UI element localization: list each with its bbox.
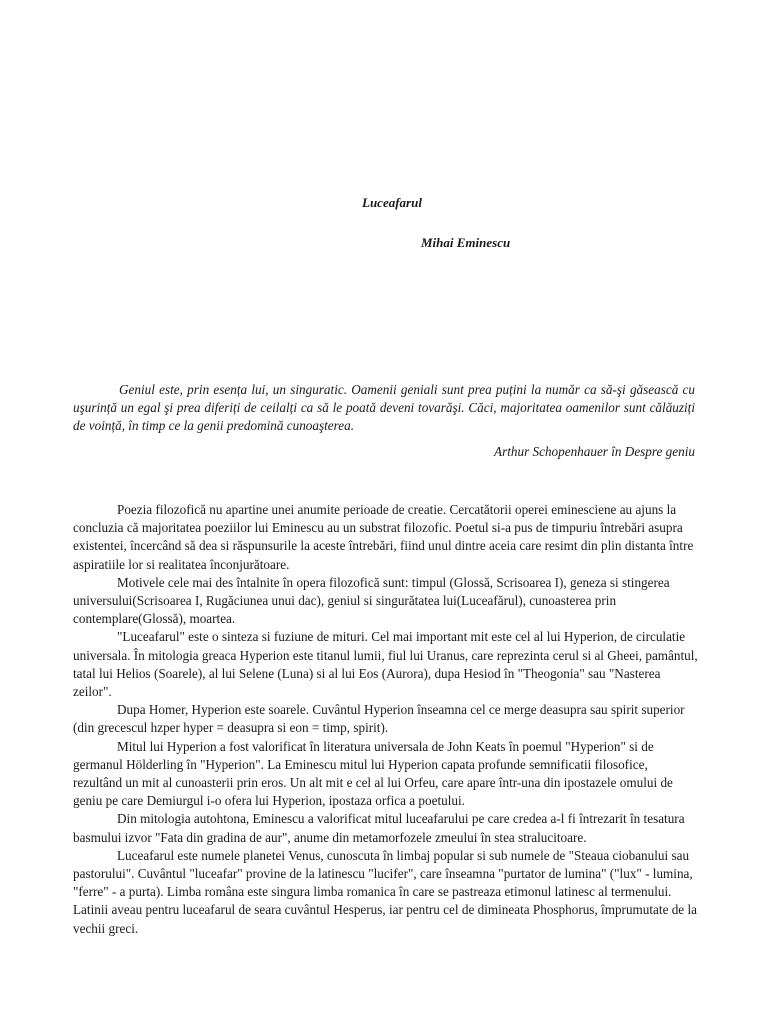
document-title: Luceafarul bbox=[362, 195, 422, 210]
epigraph-attribution: Arthur Schopenhauer în Despre geniu bbox=[494, 444, 695, 459]
epigraph-text: Geniul este, prin esența lui, un singuratic. Oamenii geniali sunt prea puțini la număr ca să-şi găsească cu uşurință un egal şi prea diferiți de ceilalți ca să le poată deveni tovarăşi. Căci, majoritatea oamenilor sunt călăuziți de voință, în timp ce la genii predomină cunoaşterea. bbox=[73, 382, 695, 433]
paragraph: "Luceafarul" este o sinteza si fuziune de mituri. Cel mai important mit este cel al lui Hyperion, de circulatie universala. În mitologia greaca Hyperion este titanul lumii, fiul lui Uranus, care reprezinta cerul si al Gheei, pamântul, tatal lui Helios (Soarele), al lui Selene (Luna) si al lui Eos (Aurora), dupa Hesiod în "Theogonia" sau "Nasterea zeilor". bbox=[73, 629, 698, 700]
paragraph: Din mitologia autohtona, Eminescu a valorificat mitul luceafarului pe care credea a-l fi întrezarit în tesatura basmului izvor "Fata din gradina de aur", anume din metamorfozele zmeului în stea stralucitoare. bbox=[73, 811, 685, 845]
paragraph: Motivele cele mai des întalnite în opera filozofică sunt: timpul (Glossă, Scrisoarea I), geneza si stingerea universului(Scrisoarea I, Rugăciunea unui dac), geniul si singurătatea lui(Luceafărul), cunoasterea prin contemplare(Glossă), moartea. bbox=[73, 574, 670, 627]
paragraph: Poezia filozofică nu apartine unei anumite perioade de creatie. Cercatătorii operei eminesciene au ajuns la concluzia că majoritatea poeziilor lui Eminescu au un substrat filozofic. Poetul si-a pus de timpuriu întrebări asupra existentei, încercând să dea si răspunsurile la aceste întrebări, fiind unul dintre aceia care resimt din plin distanta între aspiratiile lor si realitatea înconjurătoare. bbox=[73, 502, 694, 572]
paragraph: Mitul lui Hyperion a fost valorificat în literatura universala de John Keats în poemul "Hyperion" si de germanul Hölderling în "Hyperion". La Eminescu mitul lui Hyperion capata profunde semnificatii filosofice, rezultând un mit al cunoasterii prin eros. Un alt mit e cel al lui Orfeu, care apare într-una din ipostazele omului de geniu pe care Demiurgul i-o ofera lui Hyperion, ipostaza orfica a poetului. bbox=[73, 738, 673, 809]
paragraph: Dupa Homer, Hyperion este soarele. Cuvântul Hyperion înseamna cel ce merge deasupra sau spirit superior (din grecescul hzper hyper = deasupra si eon = timp, spirit). bbox=[73, 702, 685, 736]
document-author: Mihai Eminescu bbox=[421, 235, 511, 250]
body-text bbox=[73, 501, 698, 938]
paragraph: Luceafarul este numele planetei Venus, cunoscuta în limbaj popular si sub numele de "Steaua ciobanului sau pastorului". Cuvântul "luceafar" provine de la latinescu "lucifer", care înseamna "purtator de lumina" ("lux" - lumina, "ferre" - a purta). Limba româna este singura limba romanica în care se pastreaza etimonul latinesc al termenului. Latinii aveau pentru luceafarul de seara cuvântul Hesperus, iar pentru cel de dimineata Phosphorus, împrumutate de la vechii greci. bbox=[73, 847, 697, 936]
